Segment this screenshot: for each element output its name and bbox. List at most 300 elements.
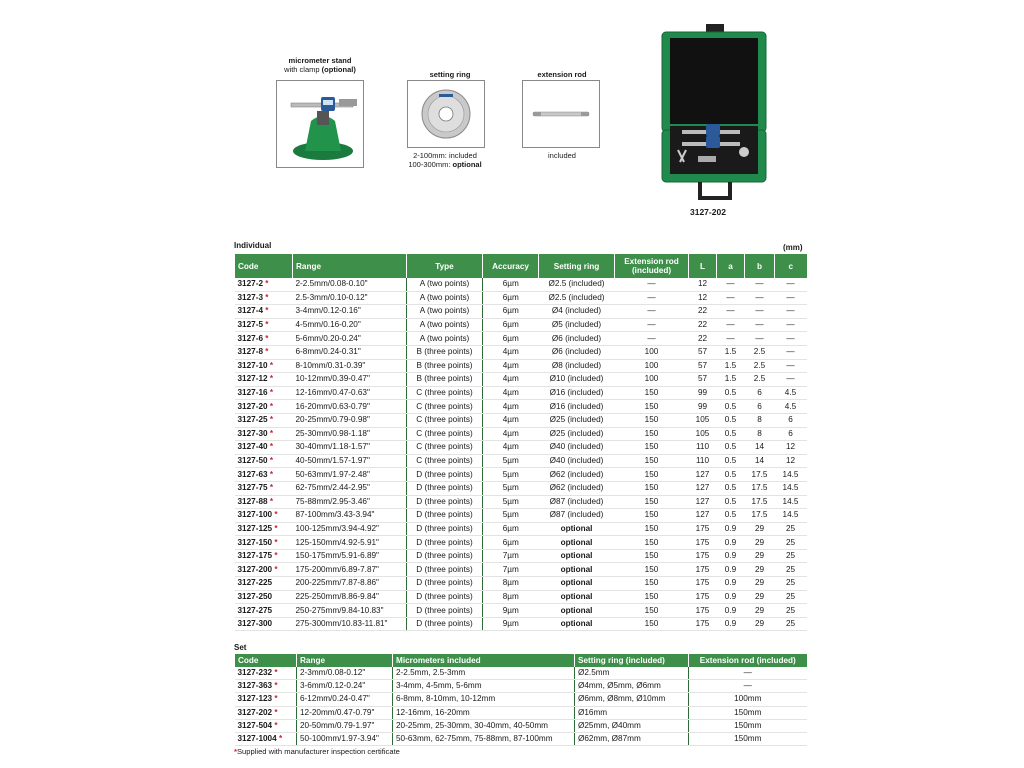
range-cell: 75-88mm/2.95-3.46": [293, 495, 407, 509]
extension-rod-cell: 150: [615, 413, 689, 427]
extension-rod-image: [522, 80, 600, 148]
b-cell: —: [745, 318, 775, 332]
type-cell: D (three points): [407, 536, 483, 550]
table-row: [235, 549, 807, 563]
b-cell: —: [745, 291, 775, 305]
l-cell: 57: [689, 359, 717, 373]
l-cell: 175: [689, 549, 717, 563]
accuracy-cell: 8µm: [483, 577, 539, 591]
a-cell: 0.9: [717, 522, 745, 536]
micrometers-cell: 3-4mm, 4-5mm, 5-6mm: [393, 680, 575, 693]
certificate-star: *: [274, 707, 278, 717]
l-cell: 110: [689, 454, 717, 468]
range-cell: 200-225mm/7.87-8.86": [293, 577, 407, 591]
code-cell: [235, 549, 293, 563]
code-cell: [235, 495, 293, 509]
table-row: [235, 706, 807, 719]
accuracy-cell: 4µm: [483, 441, 539, 455]
range-cell: 250-275mm/9.84-10.83": [293, 604, 407, 618]
set-range-cell: 6-12mm/0.24-0.47": [297, 693, 393, 706]
a-cell: 0.5: [717, 386, 745, 400]
col-header-code: Code: [235, 254, 293, 278]
extension-rod-cell: —: [615, 318, 689, 332]
accuracy-cell: 4µm: [483, 345, 539, 359]
stand-caption-line1: micrometer stand: [288, 56, 352, 65]
extension-rod-cell: 150: [615, 590, 689, 604]
individual-label: Individual: [234, 241, 272, 250]
table-row: [235, 291, 807, 305]
type-cell: D (three points): [407, 468, 483, 482]
b-cell: 14: [745, 454, 775, 468]
set-ring-cell: Ø2.5mm: [575, 667, 689, 680]
accuracy-cell: 6µm: [483, 536, 539, 550]
code-text: 3127-4: [237, 306, 263, 316]
col-header-accuracy: Accuracy: [483, 254, 539, 278]
extension-rod-cell: 100: [615, 359, 689, 373]
extension-rod-cell: 150: [615, 604, 689, 618]
type-cell: D (three points): [407, 522, 483, 536]
c-cell: 14.5: [775, 495, 807, 509]
extension-rod-cell: 150: [615, 617, 689, 631]
range-cell: 150-175mm/5.91-6.89": [293, 549, 407, 563]
b-cell: 2.5: [745, 373, 775, 387]
certificate-star: *: [265, 320, 269, 330]
c-cell: 4.5: [775, 386, 807, 400]
set-ring-cell: Ø25mm, Ø40mm: [575, 719, 689, 732]
accessory-stand: [270, 56, 370, 74]
extension-rod-cell: 150: [615, 468, 689, 482]
set-range-cell: 3-6mm/0.12-0.24": [297, 680, 393, 693]
type-cell: A (two points): [407, 278, 483, 291]
table-row: [235, 318, 807, 332]
unit-label: (mm): [783, 243, 803, 252]
a-cell: 1.5: [717, 373, 745, 387]
certificate-star: *: [265, 306, 269, 316]
table-row: [235, 667, 807, 680]
set-ring-cell: Ø4mm, Ø5mm, Ø6mm: [575, 680, 689, 693]
table-row: [235, 732, 807, 745]
l-cell: 22: [689, 305, 717, 319]
code-text: 3127-300: [237, 619, 273, 629]
range-cell: 275-300mm/10.83-11.81": [293, 617, 407, 631]
a-cell: 0.9: [717, 536, 745, 550]
setting-ring-cell: Ø87 (included): [539, 495, 615, 509]
code-text: 3127-40: [237, 442, 268, 452]
code-cell: [235, 305, 293, 319]
range-cell: 4-5mm/0.16-0.20": [293, 318, 407, 332]
set-col-header-code: Code: [235, 654, 297, 667]
set-ring-cell: Ø16mm: [575, 706, 689, 719]
c-cell: —: [775, 373, 807, 387]
code-cell: [235, 373, 293, 387]
set-extension-rod-cell: 150mm: [689, 732, 807, 745]
set-range-cell: 50-100mm/1.97-3.94": [297, 732, 393, 745]
table-row: [235, 413, 807, 427]
accuracy-cell: 5µm: [483, 495, 539, 509]
c-cell: 25: [775, 590, 807, 604]
extension-rod-cell: —: [615, 305, 689, 319]
a-cell: 0.5: [717, 441, 745, 455]
setting-ring-cell: optional: [539, 563, 615, 577]
range-cell: 3-4mm/0.12-0.16": [293, 305, 407, 319]
code-cell: [235, 577, 293, 591]
certificate-star: *: [274, 694, 278, 704]
table-row: [235, 590, 807, 604]
l-cell: 175: [689, 522, 717, 536]
code-text: 3127-200: [237, 564, 273, 574]
extension-rod-cell: 150: [615, 549, 689, 563]
set-col-header-setting-ring: Setting ring (included): [575, 654, 689, 667]
set-range-cell: 12-20mm/0.47-0.79": [297, 706, 393, 719]
certificate-star: *: [274, 668, 278, 678]
c-cell: 14.5: [775, 481, 807, 495]
code-text: 3127-150: [237, 537, 273, 547]
code-text: 3127-5: [237, 320, 263, 330]
stand-caption-line2: with clamp: [284, 65, 320, 74]
l-cell: 22: [689, 332, 717, 346]
certificate-star: *: [269, 456, 274, 466]
type-cell: C (three points): [407, 413, 483, 427]
table-row: [235, 400, 807, 414]
extension-rod-cell: 150: [615, 400, 689, 414]
certificate-star: *: [265, 347, 269, 357]
code-text: 3127-6: [237, 333, 263, 343]
code-cell: [235, 481, 293, 495]
range-cell: 16-20mm/0.63-0.79": [293, 400, 407, 414]
b-cell: 2.5: [745, 345, 775, 359]
code-cell: [235, 318, 293, 332]
l-cell: 57: [689, 373, 717, 387]
extension-rod-cell: 150: [615, 577, 689, 591]
extension-rod-cell: —: [615, 291, 689, 305]
set-extension-rod-cell: 150mm: [689, 719, 807, 732]
setting-ring-cell: Ø87 (included): [539, 509, 615, 523]
code-cell: [235, 522, 293, 536]
code-text: 3127-75: [237, 483, 268, 493]
setting-ring-caption: setting ring: [429, 70, 471, 79]
col-header-l: L: [689, 254, 717, 278]
set-ring-cell: Ø6mm, Ø8mm, Ø10mm: [575, 693, 689, 706]
c-cell: 25: [775, 549, 807, 563]
range-cell: 100-125mm/3.94-4.92": [293, 522, 407, 536]
c-cell: 12: [775, 454, 807, 468]
setting-ring-cell: Ø40 (included): [539, 454, 615, 468]
footnote-text: Supplied with manufacturer inspection certificate: [236, 747, 400, 756]
l-cell: 175: [689, 590, 717, 604]
l-cell: 12: [689, 291, 717, 305]
setting-ring-cell: Ø2.5 (included): [539, 278, 615, 291]
code-text: 3127-50: [237, 456, 268, 466]
code-text: 3127-16: [237, 388, 268, 398]
a-cell: 1.5: [717, 345, 745, 359]
a-cell: 0.5: [717, 400, 745, 414]
extension-rod-caption: extension rod: [537, 70, 587, 79]
col-header-a: a: [717, 254, 745, 278]
set-extension-rod-cell: —: [689, 680, 807, 693]
b-cell: 29: [745, 617, 775, 631]
a-cell: 0.5: [717, 509, 745, 523]
setting-ring-note-included: 2-100mm: included: [413, 151, 477, 160]
carrying-case-icon: [660, 22, 770, 202]
b-cell: 14: [745, 441, 775, 455]
set-col-header-extension-rod: Extension rod (included): [689, 654, 807, 667]
micrometer-stand-image: [276, 80, 364, 168]
b-cell: —: [745, 332, 775, 346]
set-table-body: [235, 667, 807, 746]
type-cell: A (two points): [407, 318, 483, 332]
table-row: [235, 345, 807, 359]
certificate-star: *: [265, 333, 269, 343]
code-text: 3127-88: [237, 496, 268, 506]
footnote-star: *: [234, 747, 237, 756]
accuracy-cell: 5µm: [483, 468, 539, 482]
accuracy-cell: 4µm: [483, 400, 539, 414]
range-cell: 8-10mm/0.31-0.39": [293, 359, 407, 373]
micrometers-cell: 20-25mm, 25-30mm, 30-40mm, 40-50mm: [393, 719, 575, 732]
type-cell: B (three points): [407, 345, 483, 359]
c-cell: 14.5: [775, 468, 807, 482]
set-range-cell: 20-50mm/0.79-1.97": [297, 719, 393, 732]
code-text: 3127-100: [237, 510, 273, 520]
extension-rod-cell: —: [615, 332, 689, 346]
a-cell: 0.9: [717, 617, 745, 631]
setting-ring-cell: optional: [539, 522, 615, 536]
accuracy-cell: 4µm: [483, 427, 539, 441]
extension-rod-cell: 150: [615, 454, 689, 468]
table-row: [235, 278, 807, 291]
range-cell: 50-63mm/1.97-2.48": [293, 468, 407, 482]
type-cell: D (three points): [407, 604, 483, 618]
c-cell: 12: [775, 441, 807, 455]
a-cell: 0.9: [717, 604, 745, 618]
extension-rod-cell: 150: [615, 481, 689, 495]
code-text: 3127-225: [237, 578, 273, 588]
table-row: [235, 693, 807, 706]
range-cell: 2.5-3mm/0.10-0.12": [293, 291, 407, 305]
range-cell: 20-25mm/0.79-0.98": [293, 413, 407, 427]
range-cell: 12-16mm/0.47-0.63": [293, 386, 407, 400]
type-cell: D (three points): [407, 563, 483, 577]
code-cell: [235, 536, 293, 550]
extension-rod-cell: 150: [615, 495, 689, 509]
setting-ring-cell: optional: [539, 590, 615, 604]
table-row: [235, 719, 807, 732]
range-cell: 10-12mm/0.39-0.47": [293, 373, 407, 387]
table-row: [235, 563, 807, 577]
certificate-star: *: [269, 428, 274, 438]
extension-rod-cell: 150: [615, 441, 689, 455]
c-cell: 14.5: [775, 509, 807, 523]
accessory-extension-rod: [512, 70, 612, 79]
b-cell: —: [745, 305, 775, 319]
code-cell: [235, 386, 293, 400]
certificate-star: *: [274, 537, 278, 547]
a-cell: —: [717, 305, 745, 319]
a-cell: 0.5: [717, 454, 745, 468]
setting-ring-notes: [395, 151, 495, 169]
table-row: [235, 495, 807, 509]
certificate-star: *: [274, 510, 278, 520]
setting-ring-cell: Ø62 (included): [539, 481, 615, 495]
set-extension-rod-cell: 150mm: [689, 706, 807, 719]
type-cell: A (two points): [407, 305, 483, 319]
accuracy-cell: 4µm: [483, 359, 539, 373]
a-cell: —: [717, 332, 745, 346]
type-cell: C (three points): [407, 386, 483, 400]
code-cell: [235, 454, 293, 468]
code-text: 3127-2: [237, 279, 263, 289]
set-col-header-range: Range: [297, 654, 393, 667]
accuracy-cell: 7µm: [483, 549, 539, 563]
table-row: [235, 481, 807, 495]
code-cell: [235, 732, 297, 745]
c-cell: 6: [775, 427, 807, 441]
col-header-range: Range: [293, 254, 407, 278]
type-cell: D (three points): [407, 509, 483, 523]
a-cell: 0.5: [717, 468, 745, 482]
set-label: Set: [234, 643, 247, 652]
code-text: 3127-504: [237, 720, 273, 730]
certificate-star: *: [269, 374, 274, 384]
table-row: [235, 386, 807, 400]
c-cell: —: [775, 332, 807, 346]
certificate-star: *: [274, 551, 278, 561]
setting-ring-cell: Ø25 (included): [539, 427, 615, 441]
l-cell: 175: [689, 604, 717, 618]
extension-rod-cell: 150: [615, 509, 689, 523]
certificate-star: *: [269, 483, 274, 493]
c-cell: 25: [775, 536, 807, 550]
certificate-star: *: [274, 564, 278, 574]
setting-ring-cell: optional: [539, 549, 615, 563]
carrying-case-image: [660, 22, 770, 202]
case-model-label: 3127-202: [690, 207, 726, 217]
l-cell: 105: [689, 413, 717, 427]
code-cell: [235, 680, 297, 693]
code-cell: [235, 604, 293, 618]
table-row: [235, 617, 807, 631]
range-cell: 87-100mm/3.43-3.94": [293, 509, 407, 523]
code-cell: [235, 509, 293, 523]
range-cell: 5-6mm/0.20-0.24": [293, 332, 407, 346]
b-cell: 29: [745, 604, 775, 618]
range-cell: 2-2.5mm/0.08-0.10": [293, 278, 407, 291]
a-cell: —: [717, 318, 745, 332]
range-cell: 125-150mm/4.92-5.91": [293, 536, 407, 550]
a-cell: 0.5: [717, 495, 745, 509]
code-text: 3127-250: [237, 591, 273, 601]
setting-ring-note-optional: [395, 160, 495, 169]
b-cell: 17.5: [745, 509, 775, 523]
range-cell: 225-250mm/8.86-9.84": [293, 590, 407, 604]
code-text: 3127-8: [237, 347, 263, 357]
code-cell: [235, 278, 293, 291]
type-cell: A (two points): [407, 332, 483, 346]
setting-ring-cell: optional: [539, 617, 615, 631]
col-header-b: b: [745, 254, 775, 278]
code-text: 3127-25: [237, 415, 268, 425]
l-cell: 110: [689, 441, 717, 455]
setting-ring-cell: optional: [539, 536, 615, 550]
b-cell: 29: [745, 590, 775, 604]
c-cell: —: [775, 278, 807, 291]
table-row: [235, 468, 807, 482]
code-cell: [235, 706, 297, 719]
extension-rod-cell: 100: [615, 373, 689, 387]
accuracy-cell: 6µm: [483, 318, 539, 332]
code-text: 3127-232: [237, 668, 273, 678]
footnote: [234, 747, 400, 756]
range-cell: 62-75mm/2.44-2.95": [293, 481, 407, 495]
code-cell: [235, 563, 293, 577]
c-cell: 25: [775, 617, 807, 631]
c-cell: —: [775, 345, 807, 359]
a-cell: —: [717, 278, 745, 291]
setting-ring-cell: Ø40 (included): [539, 441, 615, 455]
table-row: [235, 427, 807, 441]
code-cell: [235, 693, 297, 706]
certificate-star: *: [269, 388, 274, 398]
a-cell: 0.5: [717, 427, 745, 441]
accuracy-cell: 6µm: [483, 278, 539, 291]
extension-rod-cell: 150: [615, 427, 689, 441]
l-cell: 127: [689, 495, 717, 509]
extension-rod-cell: —: [615, 278, 689, 291]
table-row: [235, 373, 807, 387]
col-header-c: c: [775, 254, 807, 278]
a-cell: 0.9: [717, 577, 745, 591]
table-row: [235, 522, 807, 536]
type-cell: D (three points): [407, 481, 483, 495]
b-cell: 8: [745, 413, 775, 427]
type-cell: B (three points): [407, 359, 483, 373]
table-row: [235, 359, 807, 373]
range-cell: 40-50mm/1.57-1.97": [293, 454, 407, 468]
a-cell: —: [717, 291, 745, 305]
type-cell: B (three points): [407, 373, 483, 387]
extension-rod-icon: [523, 81, 599, 147]
table-row: [235, 454, 807, 468]
individual-header-row: [235, 254, 807, 278]
c-cell: —: [775, 359, 807, 373]
b-cell: 29: [745, 536, 775, 550]
code-cell: [235, 400, 293, 414]
type-cell: D (three points): [407, 495, 483, 509]
type-cell: D (three points): [407, 617, 483, 631]
extension-rod-cell: 100: [615, 345, 689, 359]
l-cell: 57: [689, 345, 717, 359]
accuracy-cell: 6µm: [483, 305, 539, 319]
individual-table-body: [235, 278, 807, 631]
type-cell: C (three points): [407, 441, 483, 455]
l-cell: 175: [689, 617, 717, 631]
table-row: [235, 305, 807, 319]
type-cell: A (two points): [407, 291, 483, 305]
micrometers-cell: 50-63mm, 62-75mm, 75-88mm, 87-100mm: [393, 732, 575, 745]
stand-caption: [270, 56, 370, 74]
code-cell: [235, 667, 297, 680]
code-cell: [235, 291, 293, 305]
setting-ring-cell: Ø6 (included): [539, 332, 615, 346]
accuracy-cell: 5µm: [483, 481, 539, 495]
range-cell: 6-8mm/0.24-0.31": [293, 345, 407, 359]
b-cell: 6: [745, 386, 775, 400]
extension-rod-cell: 150: [615, 522, 689, 536]
col-header-type: Type: [407, 254, 483, 278]
set-col-header-micrometers: Micrometers included: [393, 654, 575, 667]
code-text: 3127-202: [237, 707, 273, 717]
b-cell: 17.5: [745, 495, 775, 509]
